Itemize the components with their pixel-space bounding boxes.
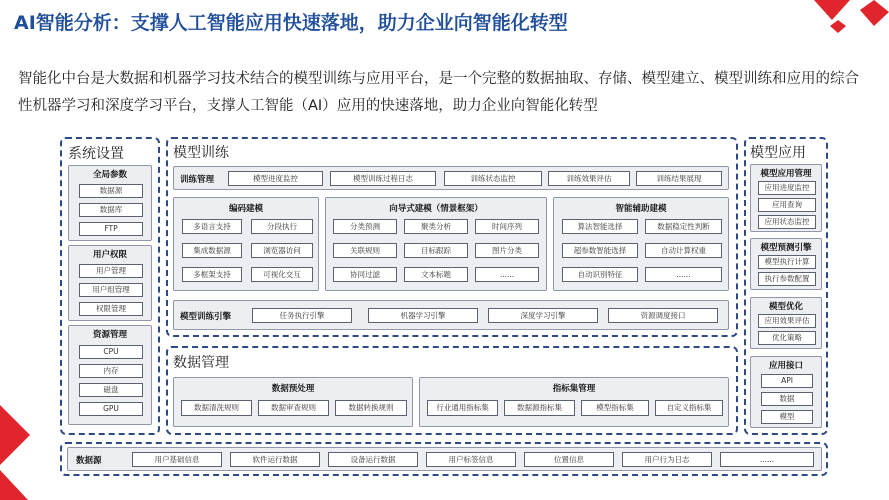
association-rules-button[interactable]: 关联规则 xyxy=(333,243,397,258)
browser-access-button[interactable]: 浏览器访问 xyxy=(251,243,313,258)
global-params-panel xyxy=(68,165,152,241)
datasource-more-button[interactable]: ...... xyxy=(720,452,814,467)
image-classification-button[interactable]: 图片分类 xyxy=(475,243,539,258)
metric-set-panel xyxy=(419,377,729,427)
classification-button[interactable]: 分类预测 xyxy=(333,219,397,234)
datasource-setting-button[interactable]: 数据源 xyxy=(79,184,143,198)
code-modeling-panel xyxy=(173,197,319,291)
app-status-button[interactable]: 应用状态监控 xyxy=(758,215,816,229)
api-button[interactable]: API xyxy=(761,374,813,388)
custom-metric-button[interactable]: 自定义指标集 xyxy=(655,400,723,416)
ml-engine-button[interactable]: 机器学习引擎 xyxy=(368,308,478,323)
metric-set-title: 指标集管理 xyxy=(552,384,596,394)
resource-schedule-button[interactable]: 资源调度接口 xyxy=(608,308,718,323)
guided-modeling-title: 向导式建模（情景框架） xyxy=(389,204,483,214)
training-mgmt-title: 训练管理 xyxy=(180,175,215,185)
page-title: AI智能分析：支撑人工智能应用快速落地，助力企业向智能化转型 xyxy=(14,12,568,34)
integrate-datasource-button[interactable]: 集成数据源 xyxy=(182,243,242,258)
database-setting-button[interactable]: 数据库 xyxy=(79,203,143,217)
cpu-resource-button[interactable]: CPU xyxy=(79,345,143,359)
app-progress-button[interactable]: 应用进度监控 xyxy=(758,181,816,195)
visual-interaction-button[interactable]: 可视化交互 xyxy=(251,267,313,282)
user-permission-title: 用户权限 xyxy=(92,250,127,260)
data-preprocess-title: 数据预处理 xyxy=(271,384,315,394)
corner-decoration-bottom-left xyxy=(0,395,60,500)
datasource-title: 数据源 xyxy=(76,456,102,466)
system-settings-title: 系统设置 xyxy=(68,146,124,162)
corner-decoration-top-right xyxy=(800,0,889,40)
model-exec-button[interactable]: 模型执行计算 xyxy=(758,255,816,269)
algorithm-select-button[interactable]: 算法智能选择 xyxy=(562,219,638,234)
exec-params-button[interactable]: 执行参数配置 xyxy=(758,272,816,286)
gpu-resource-button[interactable]: GPU xyxy=(79,402,143,416)
multi-framework-button[interactable]: 多框架支持 xyxy=(182,267,242,282)
training-status-monitor-button[interactable]: 训练状态监控 xyxy=(444,171,542,186)
api-model-button[interactable]: 模型 xyxy=(761,410,813,424)
model-metric-button[interactable]: 模型指标集 xyxy=(581,400,649,416)
collaborative-filter-button[interactable]: 协同过滤 xyxy=(333,267,397,282)
data-preprocess-panel xyxy=(173,377,413,427)
multi-language-button[interactable]: 多语言支持 xyxy=(182,219,242,234)
datasource-panel xyxy=(67,447,822,471)
data-stability-button[interactable]: 数据稳定性判断 xyxy=(645,219,722,234)
training-result-button[interactable]: 训练结果展现 xyxy=(636,171,722,186)
api-data-button[interactable]: 数据 xyxy=(761,392,813,406)
app-mgmt-title: 模型应用管理 xyxy=(760,169,812,179)
user-behavior-log-button[interactable]: 用户行为日志 xyxy=(622,452,712,467)
training-log-button[interactable]: 模型训练过程日志 xyxy=(330,171,436,186)
training-mgmt-panel xyxy=(173,166,729,190)
resource-management-title: 资源管理 xyxy=(92,330,127,340)
location-info-button[interactable]: 位置信息 xyxy=(524,452,614,467)
data-management-title: 数据管理 xyxy=(173,355,229,371)
data-cleaning-button[interactable]: 数据清洗规则 xyxy=(181,400,252,416)
user-permission-panel xyxy=(68,245,152,321)
code-modeling-title: 编码建模 xyxy=(228,204,263,214)
app-mgmt-panel xyxy=(750,164,822,232)
permission-management-button[interactable]: 权限管理 xyxy=(79,302,143,316)
industry-metric-button[interactable]: 行业通用指标集 xyxy=(427,400,498,416)
device-run-data-button[interactable]: 设备运行数据 xyxy=(328,452,418,467)
segment-exec-button[interactable]: 分段执行 xyxy=(251,219,313,234)
training-engine-panel xyxy=(173,300,729,330)
auto-feature-button[interactable]: 自动识别特征 xyxy=(562,267,638,282)
auto-weight-button[interactable]: 自动计算权重 xyxy=(645,243,722,258)
ftp-setting-button[interactable]: FTP xyxy=(79,222,143,236)
data-review-button[interactable]: 数据审查规则 xyxy=(258,400,329,416)
user-tag-info-button[interactable]: 用户标签信息 xyxy=(426,452,516,467)
predict-engine-panel xyxy=(750,238,822,290)
optimize-strategy-button[interactable]: 优化策略 xyxy=(758,331,816,345)
model-progress-monitor-button[interactable]: 模型进度监控 xyxy=(228,171,323,186)
user-basic-info-button[interactable]: 用户基础信息 xyxy=(132,452,222,467)
data-transform-button[interactable]: 数据转换规则 xyxy=(335,400,407,416)
predict-engine-title: 模型预测引擎 xyxy=(760,243,812,253)
datasource-metric-button[interactable]: 数据源指标集 xyxy=(504,400,575,416)
hyperparam-select-button[interactable]: 超参数智能选择 xyxy=(562,243,638,258)
model-application-title: 模型应用 xyxy=(750,145,806,161)
resource-management-panel xyxy=(68,325,152,425)
guided-modeling-panel xyxy=(325,197,547,291)
time-series-button[interactable]: 时间序列 xyxy=(475,219,539,234)
assisted-modeling-panel xyxy=(553,197,729,291)
memory-resource-button[interactable]: 内存 xyxy=(79,364,143,378)
app-query-button[interactable]: 应用查询 xyxy=(758,198,816,212)
text-title-button[interactable]: 文本标题 xyxy=(404,267,468,282)
assisted-modeling-title: 智能辅助建模 xyxy=(615,204,667,214)
user-group-management-button[interactable]: 用户组管理 xyxy=(79,283,143,297)
clustering-button[interactable]: 聚类分析 xyxy=(404,219,468,234)
model-optimize-title: 模型优化 xyxy=(768,302,803,312)
app-api-panel xyxy=(750,356,822,428)
app-api-title: 应用接口 xyxy=(768,361,803,371)
dl-engine-button[interactable]: 深度学习引擎 xyxy=(488,308,598,323)
disk-resource-button[interactable]: 磁盘 xyxy=(79,383,143,397)
training-engine-title: 模型训练引擎 xyxy=(180,312,232,322)
intro-paragraph: 智能化中台是大数据和机器学习技术结合的模型训练与应用平台，是一个完整的数据抽取、存储、模型建立、模型训练和应用的综合性机器学习和深度学习平台，支撑人工智能（AI）应用的快速落地，助力企业向智能化转型 xyxy=(18,71,859,114)
effect-eval-button[interactable]: 应用效果评估 xyxy=(758,314,816,328)
user-management-button[interactable]: 用户管理 xyxy=(79,264,143,278)
guided-more-button[interactable]: ...... xyxy=(475,267,539,282)
target-tracking-button[interactable]: 目标跟踪 xyxy=(404,243,468,258)
model-training-title: 模型训练 xyxy=(173,145,229,161)
assisted-more-button[interactable]: ...... xyxy=(645,267,722,282)
model-optimize-panel xyxy=(750,297,822,349)
global-params-title: 全局参数 xyxy=(92,170,127,180)
task-engine-button[interactable]: 任务执行引擎 xyxy=(252,308,352,323)
training-eval-button[interactable]: 训练效果评估 xyxy=(548,171,630,186)
software-run-data-button[interactable]: 软件运行数据 xyxy=(230,452,320,467)
